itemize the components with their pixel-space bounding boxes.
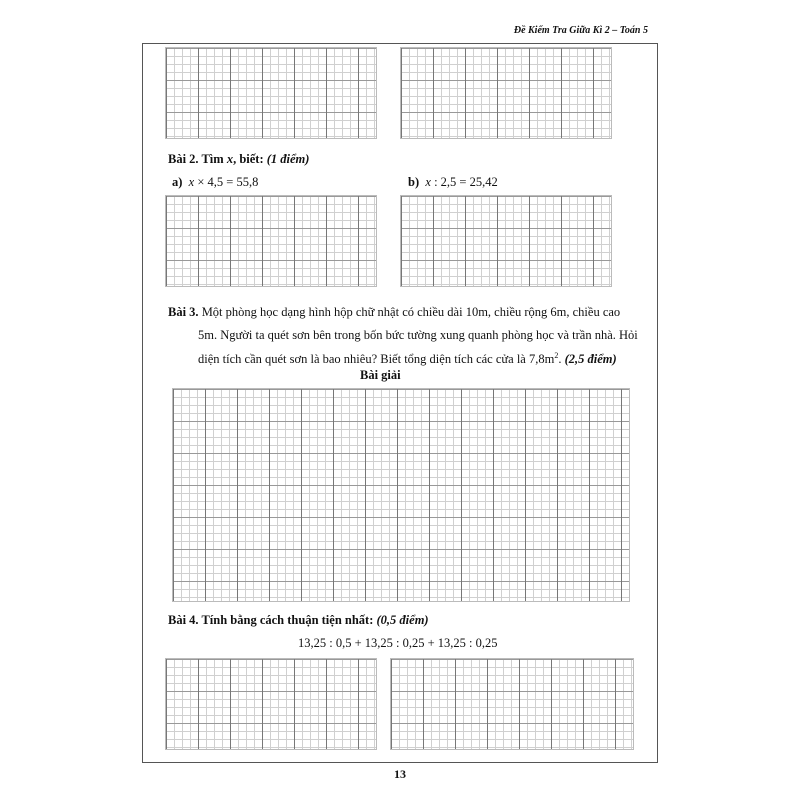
grid-bai2-b [400,195,612,287]
bai2-part-b [408,175,498,190]
bai3-solution-label: Bài giải [360,368,401,382]
bai4-title: Bài 4. Tính bằng cách thuận tiện nhất: [168,613,374,627]
page-number: 13 [394,767,406,781]
bai4-expression: 13,25 : 0,5 + 13,25 : 0,25 + 13,25 : 0,25 [298,636,498,650]
grid-bai4-right [390,658,634,750]
bai2-title-suffix: , biết: [233,152,264,166]
bai2-title: Bài 2. Tìm [168,152,224,166]
bai2-a-var: x [188,175,195,189]
bai3-line2 [198,328,638,343]
bai2-a-label: a) [172,175,183,189]
bai2-part-a [172,175,258,190]
page-header: Đề Kiểm Tra Giữa Kì 2 – Toán 5 [513,25,648,36]
bai3-line1 [168,305,620,320]
bai3-text3-end: . [558,352,565,367]
bai3-line3 [198,351,617,367]
bai3-title: Bài 3. [168,305,199,319]
bai3-text2: 5m. Người ta quét sơn bên trong bốn bức tường xung quanh phòng học và trần nhà. Hỏi [198,328,638,342]
grid-top-right [400,47,612,139]
bai2-heading [168,152,309,167]
bai3-points: (2,5 điểm) [564,352,617,367]
bai2-b-label: b) [408,175,420,189]
grid-top-left [165,47,377,139]
bai4-points: (0,5 điểm) [376,613,429,627]
bai2-a-expr: × 4,5 = 55,8 [194,175,259,189]
bai4-heading [168,613,429,628]
bai2-b-expr: : 2,5 = 25,42 [430,175,498,189]
bai3-sup: 2 [554,351,559,360]
grid-bai2-a [165,195,377,287]
bai2-points: (1 điểm) [266,152,310,166]
bai2-var: x [226,152,234,166]
bai3-text1: Một phòng học dạng hình hộp chữ nhật có chiều dài 10m, chiều rộng 6m, chiều cao [198,305,621,319]
grid-bai4-left [165,658,377,750]
bai2-b-var: x [425,175,431,189]
bai3-text3: diện tích cần quét sơn là bao nhiêu? Biết tổng diện tích các cửa là 7,8m [198,352,555,367]
grid-bai3 [172,388,630,602]
